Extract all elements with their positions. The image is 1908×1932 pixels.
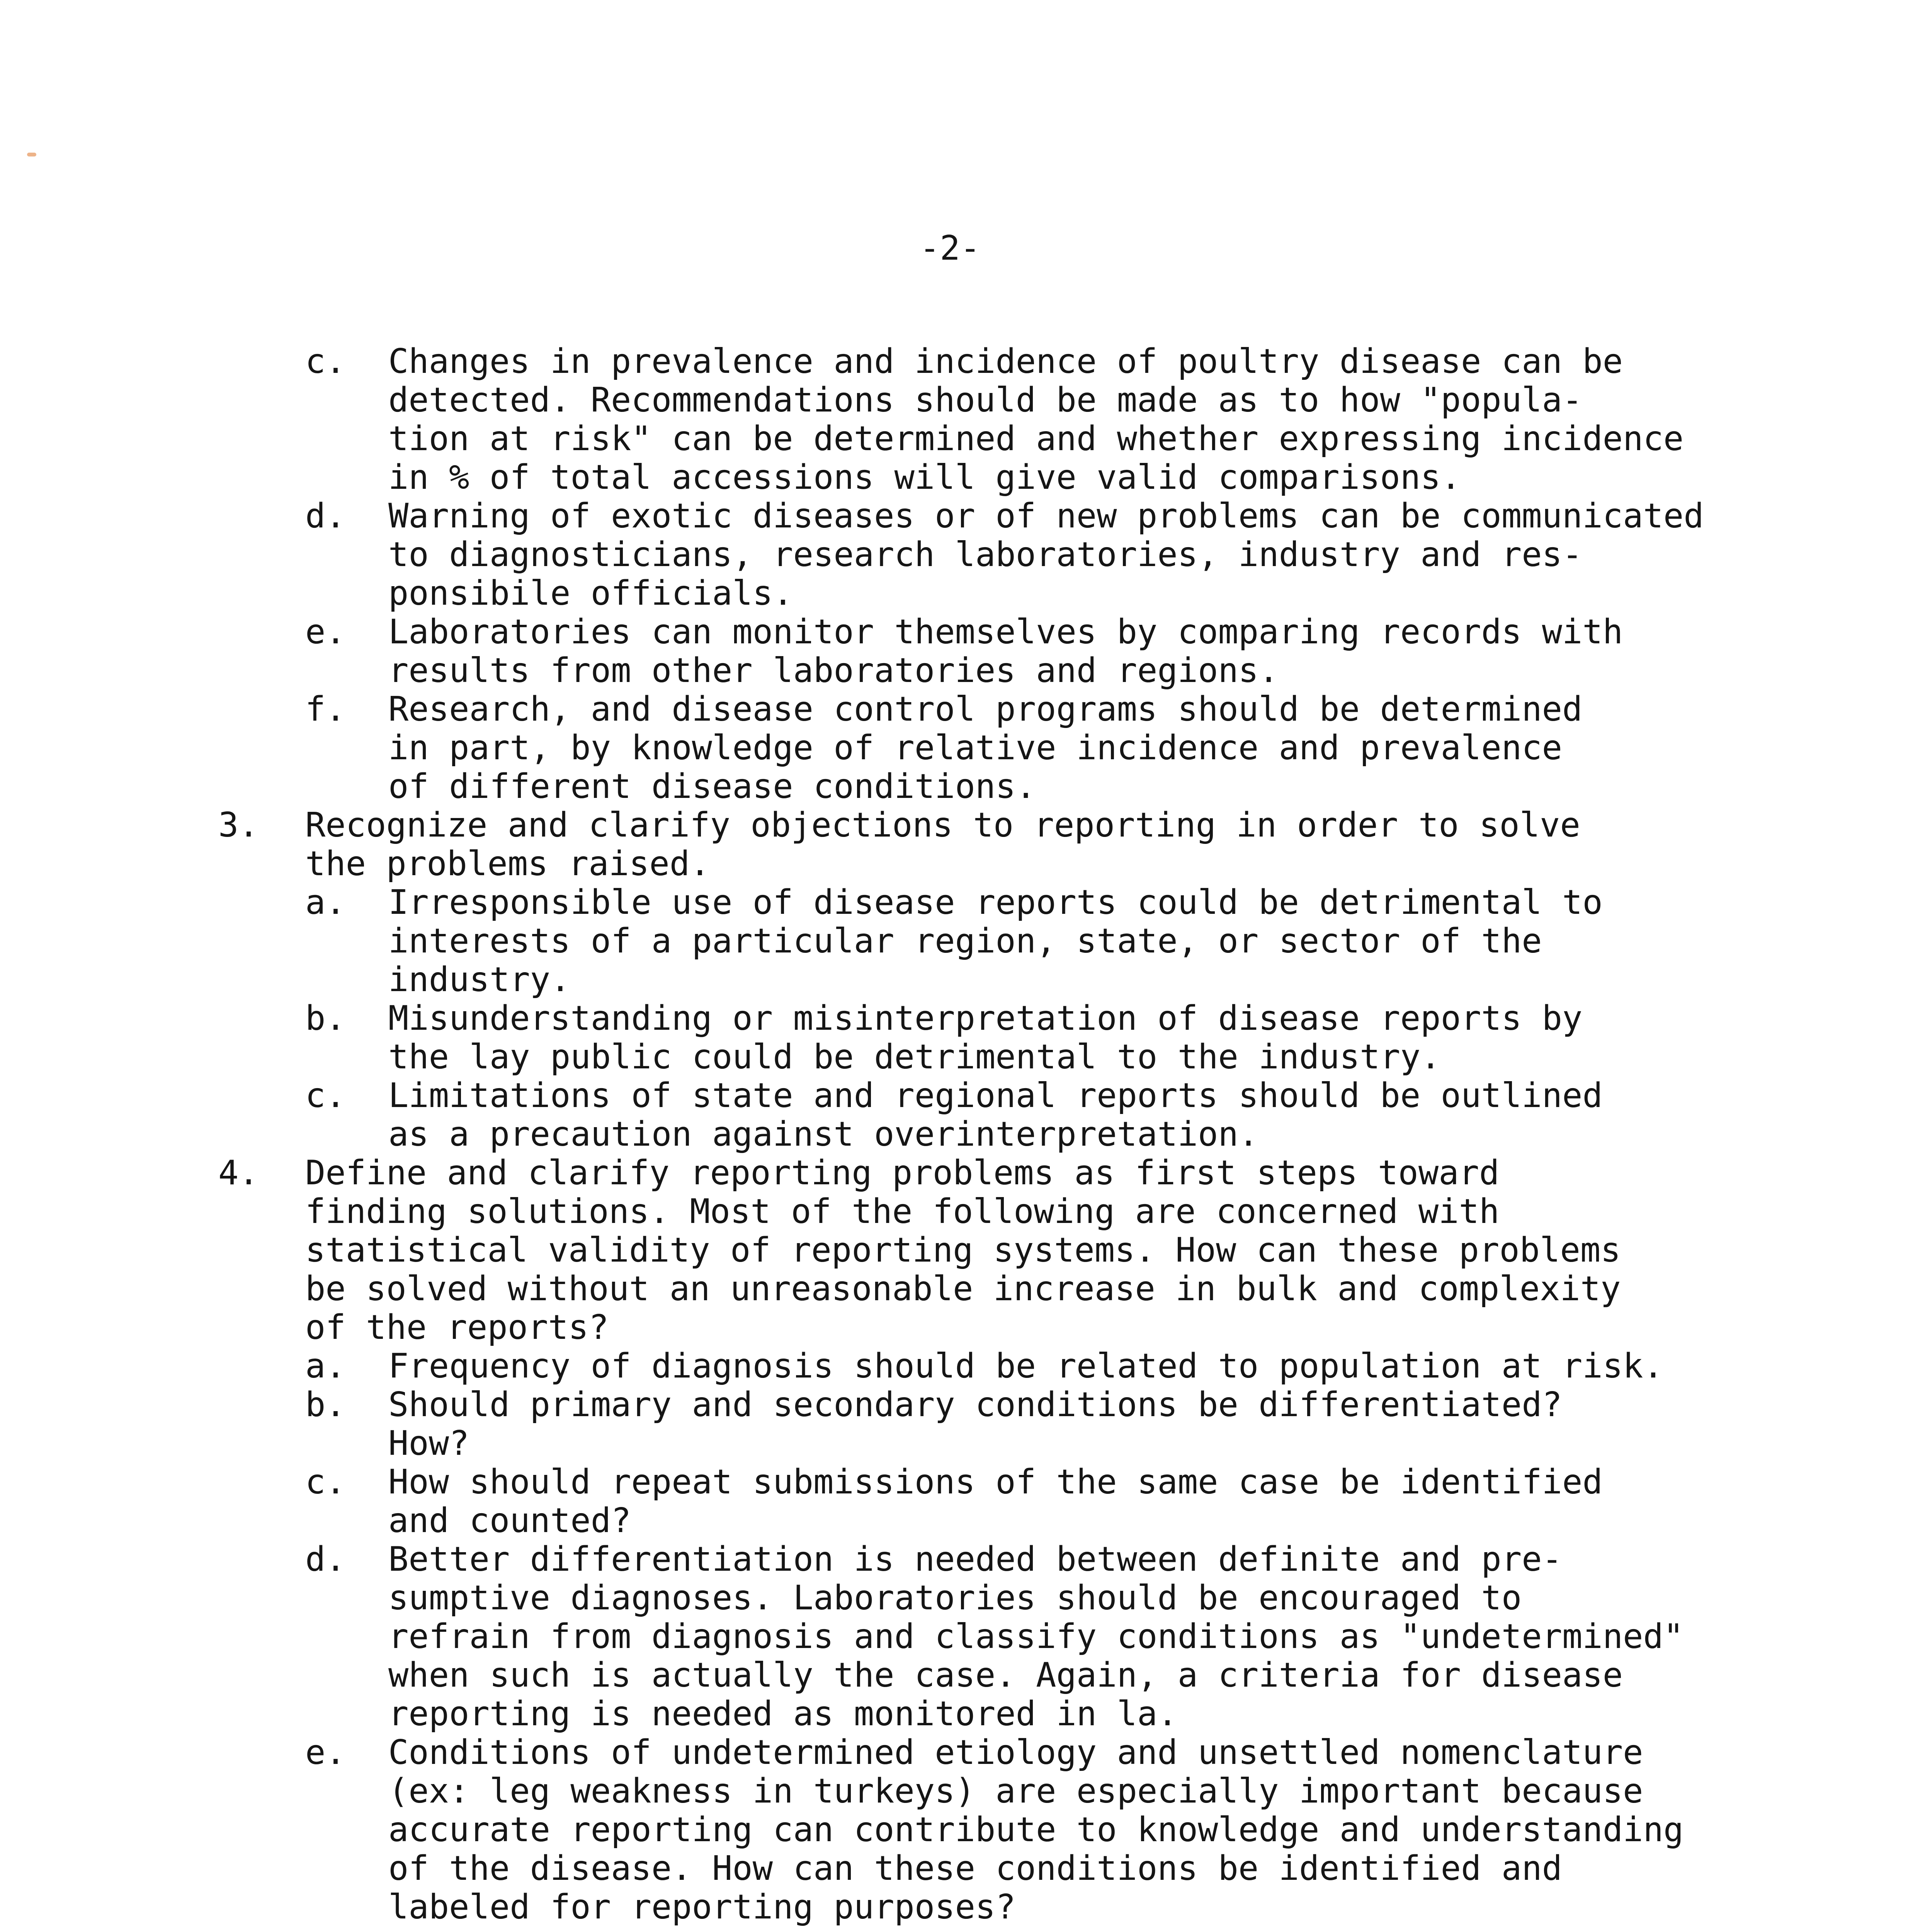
item-label: e. [305, 612, 346, 651]
item-line: Define and clarify reporting problems as first steps toward [305, 1153, 1500, 1192]
item-line: Should primary and secondary conditions be differentiated? [388, 1385, 1562, 1424]
item-line: in part, by knowledge of relative incidence and prevalence [388, 728, 1562, 767]
item-label: c. [305, 1076, 346, 1115]
item-label: b. [305, 1385, 346, 1424]
item-line: statistical validity of reporting systems. How can these problems [305, 1230, 1621, 1270]
item-line: industry. [388, 960, 571, 999]
item-line: finding solutions. Most of the following are concerned with [305, 1192, 1500, 1231]
item-line: Irresponsible use of disease reports could be detrimental to [388, 883, 1603, 922]
item-label: c. [305, 1462, 346, 1502]
item-line: to diagnosticians, research laboratories, industry and res- [388, 535, 1583, 574]
item-line: Conditions of undetermined etiology and unsettled nomenclature [388, 1733, 1643, 1772]
item-line: results from other laboratories and regions. [388, 651, 1279, 690]
item-label: b. [305, 998, 346, 1038]
item-label: 4. [218, 1153, 259, 1192]
item-line: interests of a particular region, state, or sector of the [388, 921, 1542, 961]
paper-speck [27, 153, 36, 156]
item-line: Limitations of state and regional reports should be outlined [388, 1076, 1603, 1115]
item-line: in % of total accessions will give valid comparisons. [388, 457, 1461, 497]
item-line: Laboratories can monitor themselves by comparing records with [388, 612, 1623, 651]
item-line: Recognize and clarify objections to reporting in order to solve [305, 805, 1580, 845]
item-label: a. [305, 883, 346, 922]
item-line: of the disease. How can these conditions be identified and [388, 1849, 1562, 1888]
item-line: labeled for reporting purposes? [388, 1887, 1016, 1927]
item-line: the lay public could be detrimental to the industry. [388, 1037, 1441, 1077]
item-label: a. [305, 1346, 346, 1386]
item-line: be solved without an unreasonable increase in bulk and complexity [305, 1269, 1621, 1308]
item-line: detected. Recommendations should be made as to how "popula- [388, 380, 1583, 420]
item-line: (ex: leg weakness in turkeys) are especially important because [388, 1771, 1643, 1811]
item-label: 3. [218, 805, 259, 845]
item-line: sumptive diagnoses. Laboratories should be encouraged to [388, 1578, 1522, 1617]
item-line: ponsibile officials. [388, 573, 793, 613]
item-line: Misunderstanding or misinterpretation of disease reports by [388, 998, 1583, 1038]
item-line: tion at risk" can be determined and whether expressing incidence [388, 419, 1684, 458]
item-label: d. [305, 1539, 346, 1579]
item-line: when such is actually the case. Again, a criteria for disease [388, 1655, 1623, 1695]
item-label: e. [305, 1733, 346, 1772]
item-line: How should repeat submissions of the same case be identified [388, 1462, 1603, 1502]
item-label: d. [305, 496, 346, 536]
item-line: How? [388, 1423, 469, 1463]
item-line: as a precaution against overinterpretation. [388, 1114, 1259, 1154]
item-line: the problems raised. [305, 844, 710, 883]
item-label: f. [305, 689, 346, 729]
item-line: Research, and disease control programs should be determined [388, 689, 1583, 729]
item-line: reporting is needed as monitored in la. [388, 1694, 1178, 1733]
item-line: refrain from diagnosis and classify conditions as "undetermined" [388, 1617, 1684, 1656]
item-line: accurate reporting can contribute to knowledge and understanding [388, 1810, 1684, 1849]
page-number: -2- [920, 228, 981, 268]
item-line: Better differentiation is needed between definite and pre- [388, 1539, 1562, 1579]
item-line: Frequency of diagnosis should be related to population at risk. [388, 1346, 1663, 1386]
item-label: c. [305, 342, 346, 381]
item-line: Changes in prevalence and incidence of poultry disease can be [388, 342, 1623, 381]
item-line: Warning of exotic diseases or of new problems can be communicated [388, 496, 1704, 536]
item-line: of different disease conditions. [388, 767, 1036, 806]
item-line: and counted? [388, 1501, 631, 1540]
item-line: of the reports? [305, 1308, 609, 1347]
